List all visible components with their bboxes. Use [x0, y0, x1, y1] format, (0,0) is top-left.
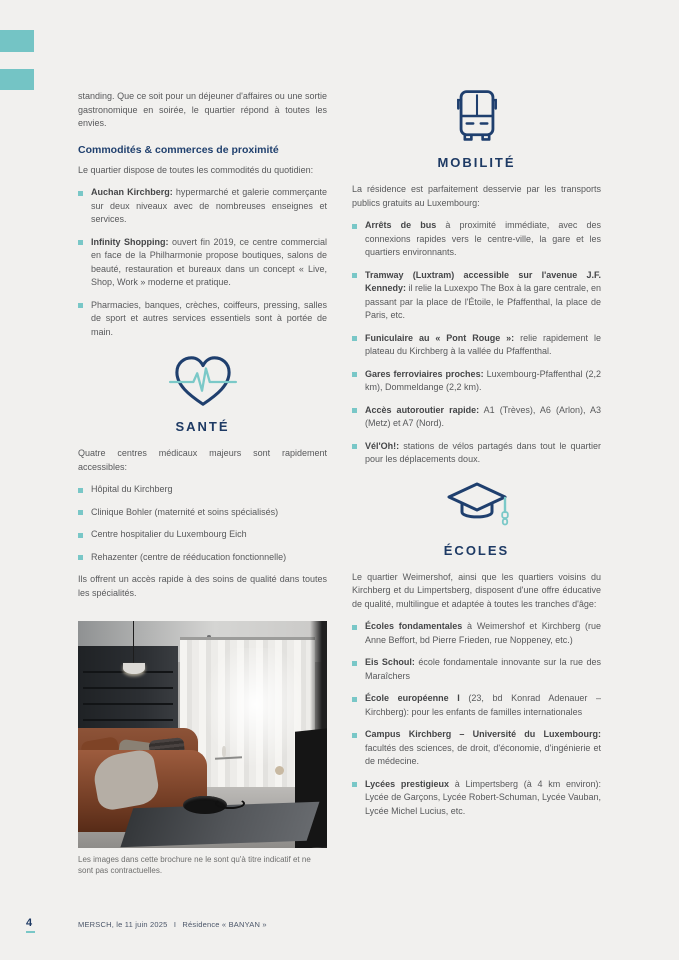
bullet-square-icon — [78, 533, 83, 538]
list-item: Funiculaire au « Pont Rouge »: relie rapidement le plateau du Kirchberg à la vallée du Pfaffenthal. — [352, 332, 601, 359]
living-room-photo — [78, 621, 327, 848]
bullet-square-icon — [352, 224, 357, 229]
bullet-square-icon — [352, 782, 357, 787]
bullet-square-icon — [352, 697, 357, 702]
left-column — [78, 90, 327, 876]
page-number-underline — [26, 931, 35, 933]
ecoles-title: ÉCOLES — [443, 542, 510, 558]
bullet-square-icon — [352, 336, 357, 341]
list-item: Pharmacies, banques, crèches, coiffeurs, pressing, salles de sport et autres services essentiels sont à portée de main. — [78, 299, 327, 340]
teal-bar-decoration — [0, 69, 34, 90]
list-item: Clinique Bohler (maternité et soins spécialisés) — [78, 506, 327, 520]
list-item: Lycées prestigieux à Limpertsberg (à 4 km environ): Lycée de Garçons, Lycée Robert-Schuman, Lycée Vauban, Lycée Michel Lucius, etc. — [352, 778, 601, 819]
bullet-square-icon — [352, 625, 357, 630]
list-item: Accès autoroutier rapide: A1 (Trèves), A6 (Arlon), A3 (Metz) et A7 (Nord). — [352, 404, 601, 431]
commodites-heading: Commodités & commerces de proximité — [78, 143, 279, 156]
list-item: Tramway (Luxtram) accessible sur l'avenue J.F. Kennedy: il relie la Luxexpo The Box à la gare centrale, en passant par la place de l'Étoile, le Pfaffenthal, la place de Paris, etc. — [352, 269, 601, 323]
teal-bar-decoration — [0, 30, 34, 52]
mobilite-lead: La résidence est parfaitement desservie par les transports publics gratuits au Luxembourg: — [352, 184, 601, 208]
list-item: Centre hospitalier du Luxembourg Eich — [78, 528, 327, 542]
mobilite-title: MOBILITÉ — [437, 155, 516, 170]
mobilite-list — [352, 219, 601, 467]
bullet-square-icon — [352, 733, 357, 738]
bullet-square-icon — [352, 273, 357, 278]
graduation-cap-icon — [352, 479, 601, 535]
list-item: École européenne I (23, bd Konrad Adenauer – Kirchberg): pour les enfants de familles internationales — [352, 692, 601, 719]
footer-residence: Résidence « BANYAN » — [182, 920, 267, 929]
list-item: Auchan Kirchberg: hypermarché et galerie commerçante sur deux niveaux avec de nombreuses enseignes et services. — [78, 186, 327, 227]
list-item: Gares ferroviaires proches: Luxembourg-Pfaffenthal (2,2 km), Dommeldange (2,2 km). — [352, 368, 601, 395]
list-item: Vél'Oh!: stations de vélos partagés dans tout le quartier pour les déplacements doux. — [352, 440, 601, 467]
bullet-square-icon — [78, 303, 83, 308]
commodites-list — [78, 186, 327, 339]
heart-pulse-icon — [78, 353, 327, 411]
list-item: Infinity Shopping: ouvert fin 2019, ce centre commercial en face de la Philharmonie propose boutiques, salons de beauté, restauration et bureaux dans un concept « Live, Shop, Work » moderne et pratique. — [78, 236, 327, 290]
sante-outro: Ils offrent un accès rapide à des soins de qualité dans toutes les spécialités. — [78, 574, 327, 598]
bullet-square-icon — [78, 510, 83, 515]
intro-paragraph: standing. Que ce soit pour un déjeuner d'affaires ou une sortie gastronomique en soirée, le quartier répond à toutes les envies. — [78, 91, 327, 128]
list-item: Hôpital du Kirchberg — [78, 483, 327, 497]
bullet-square-icon — [352, 661, 357, 666]
list-item: Rehazenter (centre de rééducation fonctionnelle) — [78, 551, 327, 565]
sante-lead: Quatre centres médicaux majeurs sont rapidement accessibles: — [78, 448, 327, 472]
bus-icon — [352, 85, 601, 147]
photo-caption: Les images dans cette brochure ne le sont qu'à titre indicatif et ne sont pas contractuelles. — [78, 855, 311, 875]
list-item: Arrêts de bus à proximité immédiate, avec des connexions rapides vers le centre-ville, la gare et les quartiers environnants. — [352, 219, 601, 260]
bullet-square-icon — [78, 488, 83, 493]
sante-list — [78, 483, 327, 564]
bullet-square-icon — [352, 372, 357, 377]
ecoles-list — [352, 620, 601, 818]
page-number-block — [26, 917, 35, 933]
sante-title: SANTÉ — [175, 419, 230, 434]
list-item: Eis Schoul: école fondamentale innovante sur la rue des Maraîchers — [352, 656, 601, 683]
page-number: 4 — [26, 917, 33, 929]
footer-text — [78, 920, 271, 929]
right-column — [352, 85, 601, 827]
bullet-square-icon — [78, 240, 83, 245]
bullet-square-icon — [352, 444, 357, 449]
commodites-lead: Le quartier dispose de toutes les commodités du quotidien: — [78, 164, 314, 175]
bullet-square-icon — [78, 191, 83, 196]
footer-separator: I — [173, 920, 177, 929]
bullet-square-icon — [78, 555, 83, 560]
ecoles-lead: Le quartier Weimershof, ainsi que les quartiers voisins du Kirchberg et du Limpertsberg, disposent d'une offre éducative de qualité, multilingue et adaptée à toutes les tranches d'âge: — [352, 571, 601, 609]
list-item: Campus Kirchberg – Université du Luxembourg: facultés des sciences, de droit, d'économie, d'ingénierie et de médecine. — [352, 728, 601, 769]
footer-date: MERSCH, le 11 juin 2025 — [78, 920, 168, 929]
bullet-square-icon — [352, 408, 357, 413]
list-item: Écoles fondamentales à Weimershof et Kirchberg (rue Anne Beffort, bd Pierre Frieden, rue Noppeney, etc.) — [352, 620, 601, 647]
